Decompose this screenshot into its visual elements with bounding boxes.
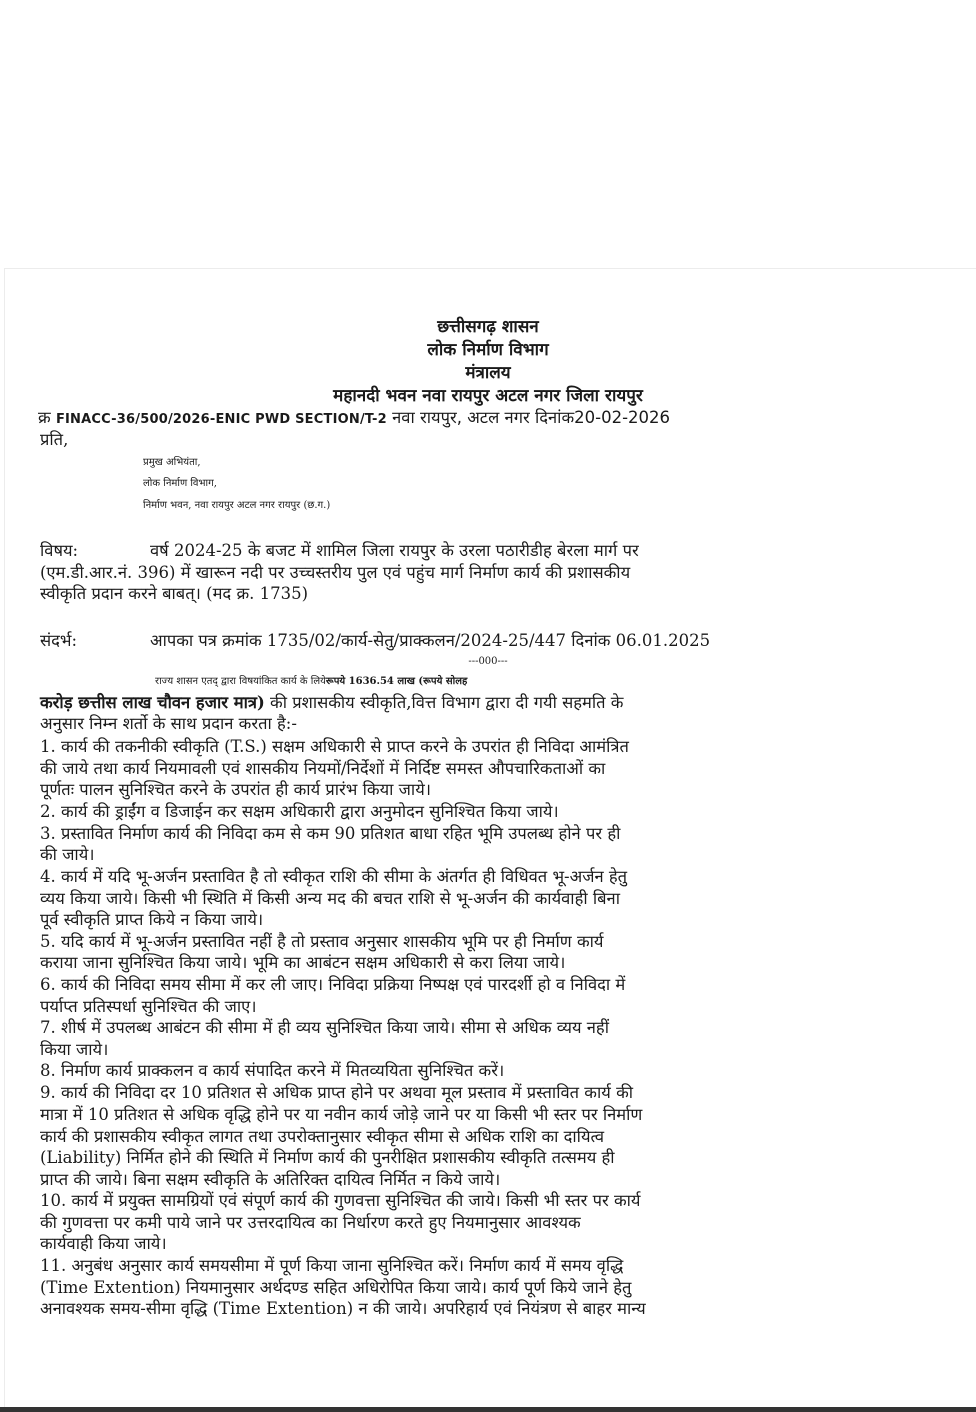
condition-line: किया जाये। (40, 1040, 109, 1059)
letter-reference-line (38, 408, 938, 430)
condition-line: (Liability) निर्मित होने की स्थिति में निर्माण कार्य की पुनरीक्षित प्रशासकीय स्वीकृति तत्समय ही (40, 1148, 615, 1167)
condition-line: 6. कार्य की निविदा समय सीमा में कर ली जाए। निविदा प्रक्रिया निष्पक्ष एवं पारदर्शी हो व निविदा में (40, 975, 626, 994)
separator: ---000--- (468, 656, 508, 667)
condition-line: अनावश्यक समय-सीमा वृद्धि (Time Extention) न की जाये। अपरिहार्य एवं नियंत्रण से बाहर मान्य (40, 1299, 646, 1318)
subject-text-1: वर्ष 2024-25 के बजट में शामिल जिला रायपुर के उरला पठारीडीह बेरला मार्ग पर (150, 541, 639, 560)
subject-label: विषय: (40, 541, 79, 560)
condition-line: पूर्व स्वीकृति प्राप्त किये न किया जाये। (40, 910, 264, 929)
condition-line: की गुणवत्ता पर कमी पाये जाने पर उत्तरदायित्व का निर्धारण करते हुए नियमानुसार आवश्यक (40, 1213, 581, 1232)
condition-line: कराया जाना सुनिश्चित किया जाये। भूमि का आबंटन सक्षम अधिकारी से करा लिया जाये। (40, 953, 566, 972)
condition-line: कार्यवाही किया जाये। (40, 1234, 167, 1253)
condition-line: 1. कार्य की तकनीकी स्वीकृति (T.S.) सक्षम अधिकारी से प्राप्त करने के उपरांत ही निविदा आमंत्रित (40, 737, 629, 756)
condition-line: 2. कार्य की ड्राईंग व डिजाईन कर सक्षम अधिकारी द्वारा अनुमोदन सुनिश्चित किया जाये। (40, 802, 559, 821)
subject-line-1 (40, 541, 941, 561)
recipient-line-2: लोक निर्माण विभाग, (143, 478, 217, 489)
prati-label: प्रति, (40, 430, 69, 449)
intro-plain-2: की प्रशासकीय स्वीकृति,वित्त विभाग द्वारा दी गयी सहमति के (270, 693, 624, 712)
intro-line-1 (155, 672, 976, 692)
reference-prefix: क्र (38, 408, 51, 427)
header-department: लोक निर्माण विभाग (427, 340, 549, 360)
condition-line: 3. प्रस्तावित निर्माण कार्य की निविदा कम से कम 90 प्रतिशत बाधा रहित भूमि उपलब्ध होने पर ही (40, 824, 621, 843)
condition-line: पूर्णतः पालन सुनिश्चित करने के उपरांत ही कार्य प्रारंभ किया जाये। (40, 780, 432, 799)
bottom-edge (0, 1407, 976, 1412)
condition-line: पर्याप्त प्रतिस्पर्धा सुनिश्चित की जाए। (40, 997, 257, 1016)
condition-line: 5. यदि कार्य में भू-अर्जन प्रस्तावित नहीं है तो प्रस्ताव अनुसार शासकीय भूमि पर ही निर्माण कार्य (40, 932, 604, 951)
condition-line: कार्य की प्रशासकीय स्वीकृत लागत तथा उपरोक्तानुसार स्वीकृत सीमा से अधिक राशि का दायित्व (40, 1127, 605, 1146)
intro-plain-1: राज्य शासन एतद् द्वारा विषयांकित कार्य के लिये (155, 676, 326, 687)
recipient-line-1: प्रमुख अभियंता, (143, 457, 201, 468)
subject-line-3: स्वीकृति प्रदान करने बाबत्। (मद क्र. 1735) (40, 584, 309, 603)
condition-line: प्राप्त की जाये। बिना सक्षम स्वीकृति के अतिरिक्त दायित्व निर्मित न किये जाये। (40, 1170, 501, 1189)
blank-top-area (0, 0, 976, 268)
reference-line (40, 631, 940, 651)
subject-line-2: (एम.डी.आर.नं. 396) में खारून नदी पर उच्चस्तरीय पुल एवं पहुंच मार्ग निर्माण कार्य की प्रशासकीय (40, 563, 631, 582)
sanction-amount-words: करोड़ छत्तीस लाख चौवन हजार मात्र) (40, 693, 265, 712)
condition-line: 9. कार्य की निविदा दर 10 प्रतिशत से अधिक प्राप्त होने पर अथवा मूल प्रस्ताव में प्रस्तावित कार्य की (40, 1083, 634, 1102)
reference-code: FINACC-36/500/2026-ENIC PWD SECTION/T-2 (55, 412, 387, 427)
intro-line-2 (40, 693, 940, 713)
reference-label: संदर्भ: (40, 631, 78, 650)
condition-line: 10. कार्य में प्रयुक्त सामग्रियों एवं संपूर्ण कार्य की गुणवत्ता सुनिश्चित की जाये। किसी भी स्तर पर कार्य (40, 1191, 641, 1210)
condition-line: मात्रा में 10 प्रतिशत से अधिक वृद्धि होने पर या नवीन कार्य जोड़े जाने पर या किसी भी स्तर पर निर्माण (40, 1105, 643, 1124)
condition-line: की जाये। (40, 845, 95, 864)
header-government: छत्तीसगढ़ शासन (437, 317, 539, 337)
condition-line: (Time Extention) नियमानुसार अर्थदण्ड सहित अधिरोपित किया जाये। कार्य पूर्ण किये जाने हेतु (40, 1278, 632, 1297)
header-address: महानदी भवन नवा रायपुर अटल नगर जिला रायपुर (333, 386, 643, 406)
recipient-line-3: निर्माण भवन, नवा रायपुर अटल नगर रायपुर (छ.ग.) (143, 500, 331, 511)
intro-line-3: अनुसार निम्न शर्तो के साथ प्रदान करता है:- (40, 714, 297, 733)
condition-line: की जाये तथा कार्य नियमावली एवं शासकीय नियमों/निर्देशों में निर्दिष्ट समस्त औपचारिकताओं का (40, 759, 606, 778)
condition-line: 4. कार्य में यदि भू-अर्जन प्रस्तावित है तो स्वीकृत राशि की सीमा के अंतर्गत ही विधिवत भू-अर्जन हेतु (40, 867, 628, 886)
condition-line: 7. शीर्ष में उपलब्ध आबंटन की सीमा में ही व्यय सुनिश्चित किया जाये। सीमा से अधिक व्यय नहीं (40, 1018, 609, 1037)
condition-line: 11. अनुबंध अनुसार कार्य समयसीमा में पूर्ण किया जाना सुनिश्चित करें। निर्माण कार्य में समय वृद्धि (40, 1256, 624, 1275)
condition-line: व्यय किया जाये। किसी भी स्थिति में किसी अन्य मद की बचत राशि से भू-अर्जन की कार्यवाही बिना (40, 889, 620, 908)
sanction-amount: रूपये 1636.54 लाख (रूपये सोलह (325, 676, 468, 687)
place-date: नवा रायपुर, अटल नगर दिनांक20-02-2026 (392, 408, 671, 427)
header-ministry: मंत्रालय (465, 363, 511, 383)
condition-line: 8. निर्माण कार्य प्राक्कलन व कार्य संपादित करने में मितव्ययिता सुनिश्चित करें। (40, 1061, 505, 1080)
reference-text: आपका पत्र क्रमांक 1735/02/कार्य-सेतु/प्राक्कलन/2024-25/447 दिनांक 06.01.2025 (150, 631, 711, 650)
